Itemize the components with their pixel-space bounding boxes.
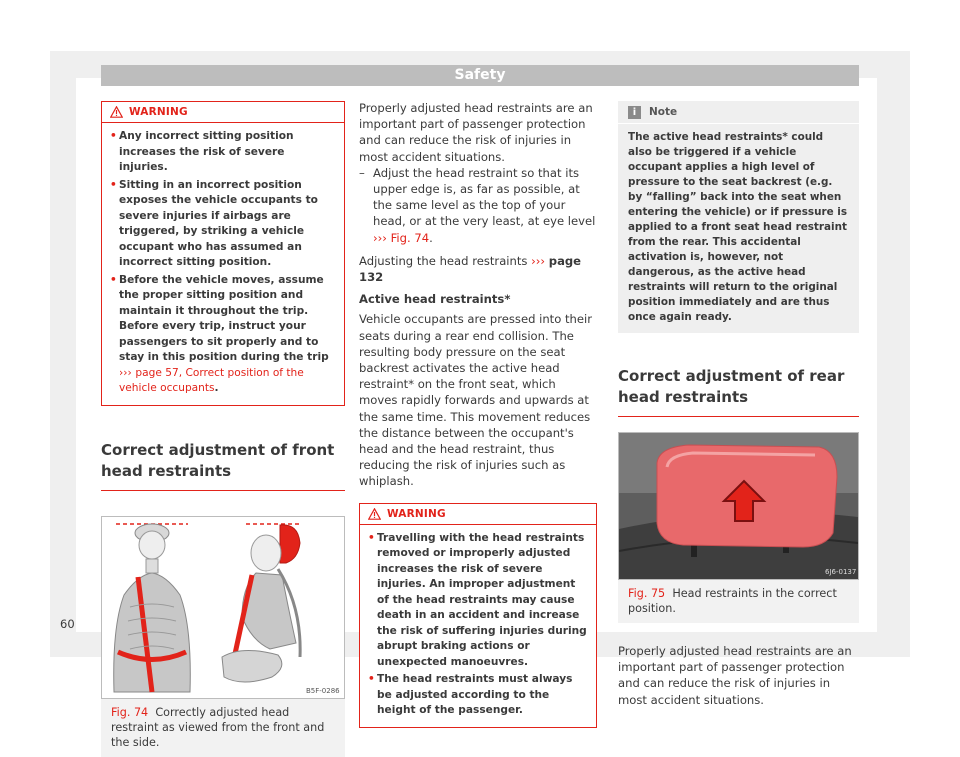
warning-box-2 [359,503,597,728]
figure-number: Fig. 74 [111,705,149,719]
warning-box-1 [101,101,345,406]
rear-head-restraint-photo [619,433,858,579]
caption-text: Head restraints in the correct position. [628,587,837,615]
step-end: . [429,230,433,245]
right-column [618,101,859,708]
warning-label: WARNING [129,106,188,118]
figure-74-image [101,516,345,699]
page-header: Safety [101,65,859,86]
head-restraint-front-side-illustration [102,517,344,698]
warning-header [360,504,596,525]
warning-item: • Any incorrect sitting position increases the risk of severe injuries. [110,129,336,176]
link-arrow[interactable]: ››› [373,230,387,245]
figure-74 [101,516,345,757]
adjusting-text: Adjusting the head restraints [359,253,528,268]
figure-74-caption [101,699,345,757]
figure-75 [618,432,859,623]
warning-item [110,273,336,397]
figure-75-image [618,432,859,580]
figure-code: B5F-0286 [306,686,340,695]
note-text: The active head restraints* could also be triggered if a vehicle occupant applies a high level of pressure to the seat backrest (e.g. by “falling” back into the seat when entering the vehicle) or if pressure is applied to a front seat head restraint from the rear. This accidental activation is, however, not dangerous, as the active head restraints will return to the original position immediately and are thus once again ready. [628,131,848,323]
page-57-link[interactable]: page 57, Correct position of the vehicle occupants [119,366,304,394]
step-text: Adjust the head restraint so that its upper edge is, as far as possible, at the same level as the top of your head, or at the very least, at eye level [373,165,596,229]
warning-body [360,525,596,727]
adjusting-reference [359,253,597,285]
warning-body [102,123,344,405]
active-paragraph: Vehicle occupants are pressed into their seats during a rear end collision. The resulting body pressure on the seat backrest activates the active head restraint* on the front seat, which moves rapidly forwards and upwards at the same time. This movement reduces the distance between the occupant's head and the head restraint, thus reducing the risk of injuries such as whiplash. [359,312,593,489]
step-item [359,165,597,246]
warning-item: • Sitting in an incorrect position exposes the vehicle occupants to severe injuries if airbags are triggered, by striking a vehicle occupant who has assumed an incorrect sitting position. [110,178,336,271]
warning-item: • The head restraints must always be adjusted according to the height of the passenger. [368,672,588,719]
warning-item-text: Before the vehicle moves, assume the proper sitting position and maintain it throughout the trip. Before every trip, instruct your passengers to sit properly and to stay in this position during the trip [119,273,329,363]
warning-triangle-icon [368,508,381,520]
figure-number: Fig. 75 [628,587,666,600]
warning-item: • Travelling with the head restraints removed or improperly adjusted increases the risk of severe injuries. An improper adjustment of the head restraints may cause death in an accident and increase the risk of suffering injuries during abrupt braking actions or unexpected manoeuvres. [368,531,588,671]
section-title-front: Correct adjustment of front head restraints [101,440,345,491]
intro-paragraph: Properly adjusted head restraints are an important part of passenger protection and can reduce the risk of injuries in most accident situations. [359,101,593,164]
warning-header [102,102,344,123]
caption-text: Correctly adjusted head restraint as viewed from the front and the side. [111,705,325,749]
note-box [618,101,859,333]
note-header [618,101,859,124]
page-132-link[interactable]: page 132 [359,253,582,285]
section-title-rear: Correct adjustment of rear head restraints [618,366,859,417]
link-end: . [214,382,219,394]
middle-column [359,100,597,728]
link-arrow[interactable]: ››› [119,366,132,379]
fig-74-link[interactable]: Fig. 74 [390,230,430,245]
left-column [101,101,345,757]
note-label: Note [649,106,678,118]
figure-75-caption [618,580,859,623]
warning-label: WARNING [387,507,446,520]
active-heading: Active head restraints* [359,292,511,307]
info-icon: i [628,106,641,119]
figure-code: 6J6-0137 [825,568,857,576]
link-arrow[interactable]: ››› [531,253,546,268]
page-number: 60 [60,617,75,631]
outro-paragraph: Properly adjusted head restraints are an important part of passenger protection and can reduce the risk of injuries in most accident situations. [618,644,852,707]
warning-triangle-icon [110,106,123,118]
